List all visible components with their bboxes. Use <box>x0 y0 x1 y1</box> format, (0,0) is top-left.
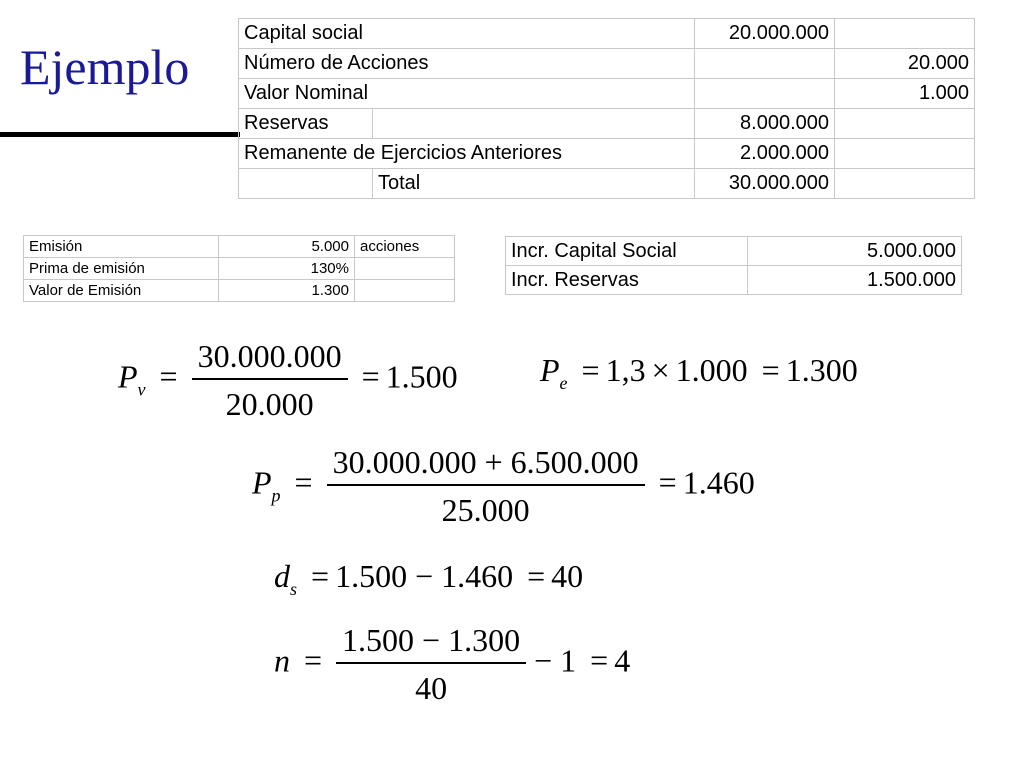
table-row <box>24 258 455 280</box>
table-cell <box>835 19 975 49</box>
table-row <box>239 139 975 169</box>
table-cell: Incr. Reservas <box>506 266 748 295</box>
table-row <box>239 19 975 49</box>
formula-result: 40 <box>551 558 584 594</box>
fraction <box>336 624 526 704</box>
table-row <box>24 280 455 302</box>
table-cell <box>239 169 373 199</box>
formula-expression: 1.500 − 1.460 <box>335 558 514 594</box>
table-row <box>24 236 455 258</box>
table-cell <box>355 280 455 302</box>
numerator: 30.000.000 <box>192 340 348 380</box>
formula-result: 1.460 <box>682 464 755 501</box>
formula-tail: − 1 <box>534 642 577 679</box>
table-row <box>506 237 962 266</box>
table-cell: Remanente de Ejercicios Anteriores <box>239 139 695 169</box>
formula-sub: p <box>271 485 281 506</box>
table-cell: 8.000.000 <box>695 109 835 139</box>
table-cell: Reservas <box>239 109 373 139</box>
formula-var: P <box>252 464 272 501</box>
emision-table <box>23 235 455 302</box>
slide-title: Ejemplo <box>20 39 190 95</box>
formula-factor: 1,3 <box>605 352 646 388</box>
table-cell <box>835 139 975 169</box>
title-underline <box>0 132 240 137</box>
formula-sub: s <box>290 579 298 599</box>
table-cell: 20.000.000 <box>695 19 835 49</box>
formula-var: P <box>118 358 138 395</box>
table-cell: 5.000 <box>219 236 355 258</box>
table-row <box>239 109 975 139</box>
formula-var: n <box>274 642 290 679</box>
denominator: 20.000 <box>225 386 314 422</box>
numerator: 30.000.000 + 6.500.000 <box>327 446 645 486</box>
table-cell: Número de Acciones <box>239 49 695 79</box>
formula-var: P <box>540 352 560 388</box>
table-cell: 1.500.000 <box>748 266 962 295</box>
table-cell: Valor Nominal <box>239 79 695 109</box>
table-cell: Total <box>373 169 695 199</box>
denominator: 40 <box>415 670 448 706</box>
table-cell: 5.000.000 <box>748 237 962 266</box>
formula-factor: 1.000 <box>675 352 748 388</box>
formula-result: 1.300 <box>785 352 858 388</box>
table-cell: Emisión <box>24 236 219 258</box>
table-cell: Prima de emisión <box>24 258 219 280</box>
formula-var: d <box>274 558 290 594</box>
fraction <box>327 446 645 526</box>
table-cell: Capital social <box>239 19 695 49</box>
table-cell <box>355 258 455 280</box>
capital-table <box>238 18 975 199</box>
formula-pp: $P_p$ = $\frac{30.000.000 + 6.500.000}{25.000}$ = 1.460 <box>252 444 755 528</box>
numerator: 1.500 − 1.300 <box>336 624 526 664</box>
table-cell <box>695 79 835 109</box>
formula-result: 4 <box>614 642 631 679</box>
table-cell: 30.000.000 <box>695 169 835 199</box>
formula-n: n = $\frac{1.500 - 1.300}{40}$ − 1 = 4 <box>274 622 631 706</box>
formula-result: 1.500 <box>385 358 458 395</box>
formula-ds: $d_s = 1.500 - 1.460 = 40$ <box>274 558 584 599</box>
formula-pv: $P_v$ = $\frac{30.000.000}{20.000}$ = 1.500 <box>118 338 458 422</box>
formula-sub: e <box>559 373 568 393</box>
table-row <box>239 79 975 109</box>
table-cell: 2.000.000 <box>695 139 835 169</box>
table-cell: 1.300 <box>219 280 355 302</box>
table-cell <box>835 169 975 199</box>
table-row <box>239 49 975 79</box>
table-cell: acciones <box>355 236 455 258</box>
table-row <box>239 169 975 199</box>
formula-sub: v <box>137 379 146 400</box>
table-cell: Incr. Capital Social <box>506 237 748 266</box>
table-cell: Valor de Emisión <box>24 280 219 302</box>
table-cell <box>373 109 695 139</box>
formula-pe: $P_e = 1,3 \times 1.000 = 1.300$ <box>540 352 858 393</box>
table-cell: 130% <box>219 258 355 280</box>
table-cell <box>835 109 975 139</box>
table-cell <box>695 49 835 79</box>
table-row <box>506 266 962 295</box>
table-cell: 20.000 <box>835 49 975 79</box>
denominator: 25.000 <box>441 492 530 528</box>
table-cell: 1.000 <box>835 79 975 109</box>
increment-table <box>505 236 962 295</box>
fraction <box>192 340 348 420</box>
